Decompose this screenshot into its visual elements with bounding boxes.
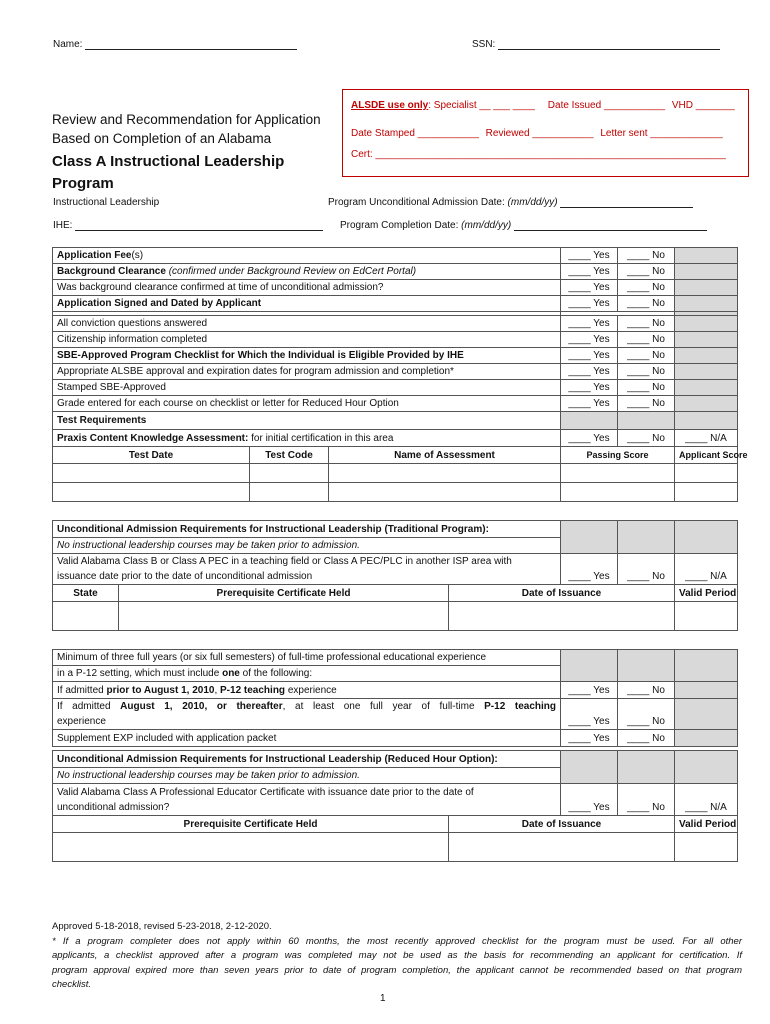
table-row: Was background clearance confirmed at time of unconditional admission? ____ Yes ____ No — [53, 280, 738, 296]
yes-mark[interactable]: ____ Yes — [561, 332, 618, 348]
table-row: Application Signed and Dated by Applicant ____ Yes ____ No — [53, 296, 738, 312]
no-mark[interactable]: ____ No — [618, 396, 675, 412]
yes-mark[interactable]: ____ Yes — [561, 348, 618, 364]
table-row: Unconditional Admission Requirements for Instructional Leadership (Reduced Hour Option): — [53, 751, 738, 768]
certificate-entry-row[interactable] — [53, 602, 738, 631]
no-mark[interactable]: ____ No — [618, 364, 675, 380]
table-row: Praxis Content Knowledge Assessment: for initial certification in this area ____ Yes ____ No ____ N/A — [53, 430, 738, 447]
table-row: Appropriate ALSBE approval and expiration dates for program admission and completion* ____ Yes ____ No — [53, 364, 738, 380]
table-row: Citizenship information completed ____ Yes ____ No — [53, 332, 738, 348]
ssn-line[interactable] — [498, 49, 720, 50]
test-entry-row[interactable] — [53, 464, 738, 483]
no-mark[interactable]: ____ No — [618, 682, 675, 699]
table-row: Unconditional Admission Requirements for Instructional Leadership (Traditional Program): — [53, 521, 738, 538]
ssn-field[interactable]: SSN: — [472, 39, 720, 50]
no-mark[interactable]: ____ No — [618, 316, 675, 332]
no-mark[interactable]: ____ No — [618, 248, 675, 264]
no-mark[interactable]: ____ No — [618, 264, 675, 280]
title-line-4: Program — [52, 175, 114, 192]
completion-date-field[interactable]: Program Completion Date: (mm/dd/yy) — [340, 220, 707, 231]
title-line-1: Review and Recommendation for Application — [52, 112, 321, 127]
traditional-admission-table — [52, 520, 738, 631]
yes-mark[interactable]: ____ Yes — [561, 730, 618, 747]
no-mark[interactable]: ____ No — [618, 280, 675, 296]
no-mark[interactable]: ____ No — [618, 332, 675, 348]
admission-date-field[interactable]: Program Unconditional Admission Date: (mm/dd/yy) — [328, 197, 693, 208]
application-checklist-table — [52, 247, 748, 502]
footer-notes: Approved 5-18-2018, revised 5-23-2018, 2-12-2020. * If a program completer does not apply within 60 months, the most recently approved checklist for the program must be used. For all other applicants, a checklist approved after a program was completed may not be used as the basis for recommending an applicant for certification. If program approval expired more than seven years prior to date of program completion, the applicant cannot be recommended based on that program checklist. — [52, 921, 742, 990]
yes-mark[interactable]: ____ Yes — [561, 316, 618, 332]
table-row: Supplement EXP included with application packet ____ Yes ____ No — [53, 730, 738, 747]
na-mark[interactable]: ____ N/A — [675, 784, 738, 816]
yes-mark[interactable]: ____ Yes — [561, 264, 618, 280]
no-mark[interactable]: ____ No — [618, 554, 675, 585]
no-mark[interactable]: ____ No — [618, 730, 675, 747]
yes-mark[interactable]: ____ Yes — [561, 296, 618, 312]
alsde-reviewed: Reviewed ___________ — [485, 128, 594, 139]
table-row: If admitted prior to August 1, 2010, P-12 teaching experience ____ Yes ____ No — [53, 682, 738, 699]
table-row: If admitted August 1, 2010, or thereafter, at least one full year of full-time P-12 teaching experience ____ Yes ____ No — [53, 699, 738, 730]
certificate-entry-row[interactable] — [53, 833, 738, 862]
no-mark[interactable]: ____ No — [618, 296, 675, 312]
table-row: Valid Alabama Class A Professional Educator Certificate with issuance date prior to the date of unconditional admission? ____ Yes ____ No ____ N/A — [53, 784, 738, 816]
yes-mark[interactable]: ____ Yes — [561, 554, 618, 585]
alsde-date-stamped: Date Stamped ___________ — [351, 128, 479, 139]
na-mark[interactable]: ____ N/A — [675, 430, 738, 447]
experience-table — [52, 649, 738, 747]
test-entry-row[interactable] — [53, 483, 738, 502]
table-row: Minimum of three full years (or six full semesters) of full-time professional educational experience — [53, 650, 738, 666]
table-header-row: Prerequisite Certificate Held Date of Issuance Valid Period — [53, 816, 738, 833]
no-mark[interactable]: ____ No — [618, 784, 675, 816]
page-number: 1 — [380, 993, 386, 1004]
yes-mark[interactable]: ____ Yes — [561, 699, 618, 730]
table-row: Test Requirements — [53, 412, 738, 430]
yes-mark[interactable]: ____ Yes — [561, 682, 618, 699]
table-row: in a P-12 setting, which must include one of the following: — [53, 666, 738, 682]
table-row: Application Fee(s) ____ Yes ____ No — [53, 248, 738, 264]
yes-mark[interactable]: ____ Yes — [561, 280, 618, 296]
table-header-row: State Prerequisite Certificate Held Date of Issuance Valid Period — [53, 585, 738, 602]
no-mark[interactable]: ____ No — [618, 380, 675, 396]
alsde-cert: Cert: _______________________________________________________________ — [351, 149, 726, 160]
ihe-field[interactable]: IHE: — [53, 220, 323, 231]
alsde-specialist: : Specialist __ ___ ____ — [428, 100, 535, 111]
table-row: Valid Alabama Class B or Class A PEC in a teaching field or Class A PEC/PLC in another ISP area with issuance date prior to the date of unconditional admission ____ Yes ____ No ____ N/A — [53, 554, 738, 585]
na-mark[interactable]: ____ N/A — [675, 554, 738, 585]
approval-dates: Approved 5-18-2018, revised 5-23-2018, 2-12-2020. — [52, 921, 272, 932]
reduced-hour-admission-table — [52, 750, 738, 862]
yes-mark[interactable]: ____ Yes — [561, 396, 618, 412]
alsde-letter-sent: Letter sent _____________ — [600, 128, 723, 139]
table-row: No instructional leadership courses may be taken prior to admission. — [53, 768, 738, 784]
no-mark[interactable]: ____ No — [618, 348, 675, 364]
yes-mark[interactable]: ____ Yes — [561, 784, 618, 816]
no-mark[interactable]: ____ No — [618, 699, 675, 730]
field-label: Instructional Leadership — [53, 197, 160, 208]
title-line-3: Class A Instructional Leadership — [52, 153, 285, 170]
alsde-use-only-label: ALSDE use only — [351, 100, 429, 111]
alsde-use-only-box — [342, 89, 749, 177]
alsde-vhd: VHD _______ — [671, 100, 735, 111]
name-line[interactable] — [85, 49, 297, 50]
table-row: Background Clearance (confirmed under Background Review on EdCert Portal) ____ Yes ____ No — [53, 264, 738, 280]
table-row: Grade entered for each course on checklist or letter for Reduced Hour Option ____ Yes ____ No — [53, 396, 738, 412]
yes-mark[interactable]: ____ Yes — [561, 248, 618, 264]
title-line-2: Based on Completion of an Alabama — [52, 131, 272, 146]
table-row: No instructional leadership courses may be taken prior to admission. — [53, 538, 738, 554]
table-row: SBE-Approved Program Checklist for Which the Individual is Eligible Provided by IHE ____ Yes ____ No — [53, 348, 738, 364]
yes-mark[interactable]: ____ Yes — [561, 430, 618, 447]
table-row: Stamped SBE-Approved ____ Yes ____ No — [53, 380, 738, 396]
yes-mark[interactable]: ____ Yes — [561, 364, 618, 380]
table-row: All conviction questions answered ____ Yes ____ No — [53, 316, 738, 332]
no-mark[interactable]: ____ No — [618, 430, 675, 447]
table-header-row: Test Date Test Code Name of Assessment Passing Score Applicant Score — [53, 447, 738, 464]
name-field[interactable]: Name: — [53, 39, 297, 50]
form-title — [52, 110, 321, 195]
yes-mark[interactable]: ____ Yes — [561, 380, 618, 396]
alsde-date-issued: Date Issued ___________ — [547, 100, 666, 111]
